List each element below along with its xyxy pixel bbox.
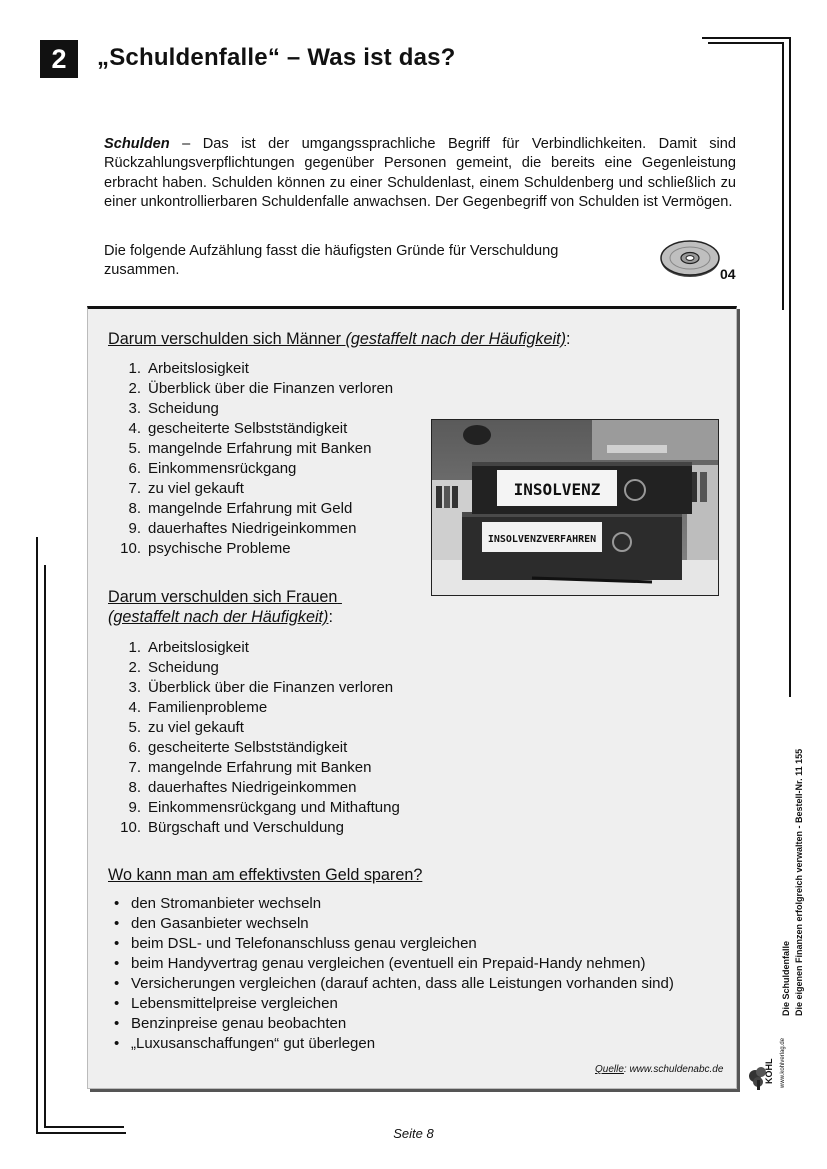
- list-item: [108, 778, 400, 798]
- men-heading-note: (gestaffelt nach der Häufigkeit): [345, 330, 566, 348]
- women-heading-colon: :: [328, 608, 333, 626]
- men-heading-text: Darum verschulden sich Männer: [108, 330, 342, 348]
- intro-definition: – Das ist der umgangssprachliche Begriff für Verbindlichkeiten. Damit sind Rückzahlungsverpflichtungen gegenüber Personen gemeint, die bereits eine Gegenleistung erbracht haben. Schulden können zu einer Schuldenlast, einem Schuldenberg und schließlich zu einer unkontrollierbaren Schuldenfalle anwachsen. Der Gegenbegriff von Schulden ist Vermögen.: [104, 136, 736, 210]
- cd-icon: [660, 238, 724, 280]
- list-item-number: 1.: [128, 639, 141, 656]
- insolvency-binders-photo: [431, 419, 719, 596]
- list-item: • beim DSL- und Telefonanschluss genau vergleichen: [114, 934, 714, 954]
- list-item-number: 10.: [120, 540, 141, 557]
- list-item-text: Einkommensrückgang: [148, 460, 297, 477]
- list-item-number: 10.: [120, 819, 141, 836]
- women-heading-text: Darum verschulden sich Frauen: [108, 588, 338, 606]
- list-item-number: 2.: [128, 659, 141, 676]
- list-item-number: 7.: [128, 759, 141, 776]
- chapter-number: 2: [40, 40, 78, 78]
- list-item-text: dauerhaftes Niedrigeinkommen: [148, 520, 357, 537]
- list-item-text: Familienprobleme: [148, 699, 268, 716]
- list-item-text: Einkommensrückgang und Mithaftung: [148, 799, 400, 816]
- saving-tips-list: [114, 894, 714, 1054]
- list-item-number: 4.: [128, 699, 141, 716]
- list-item: • „Luxusanschaffungen“ gut überlegen: [114, 1034, 714, 1054]
- list-item-text: Arbeitslosigkeit: [148, 360, 249, 377]
- list-item: [108, 798, 400, 818]
- cd-track-number: 04: [720, 266, 736, 282]
- intro-lead: Die folgende Aufzählung fasst die häufigsten Gründe für Verschuldung zusammen.: [104, 243, 559, 279]
- frame-top-right-v2: [782, 42, 784, 310]
- women-heading-note: (gestaffelt nach der Häufigkeit): [108, 608, 329, 626]
- list-item: [108, 459, 393, 479]
- list-item-number: 5.: [128, 440, 141, 457]
- list-item-text: mangelnde Erfahrung mit Banken: [148, 759, 372, 776]
- list-item: • beim Handyvertrag genau vergleichen (eventuell ein Prepaid-Handy nehmen): [114, 954, 714, 974]
- intro-term: Schulden: [104, 136, 170, 152]
- binder-label-bottom: INSOLVENZVERFAHREN: [487, 534, 597, 545]
- list-item: [108, 698, 400, 718]
- list-item-number: 8.: [128, 500, 141, 517]
- frame-top-right-h1: [702, 37, 790, 39]
- intro-paragraph: [104, 135, 736, 212]
- list-item-number: 3.: [128, 400, 141, 417]
- list-item-text: gescheiterte Selbstständigkeit: [148, 420, 348, 437]
- list-item-text: mangelnde Erfahrung mit Banken: [148, 440, 372, 457]
- list-item-number: 9.: [128, 520, 141, 537]
- list-item: [108, 479, 393, 499]
- list-item: [108, 658, 400, 678]
- list-item-number: 2.: [128, 380, 141, 397]
- women-heading: [108, 587, 342, 627]
- binder-label-top: INSOLVENZ: [513, 480, 601, 499]
- men-heading-colon: :: [565, 330, 571, 348]
- list-item-number: 8.: [128, 779, 141, 796]
- list-item-number: 5.: [128, 719, 141, 736]
- list-item-text: Scheidung: [148, 400, 219, 417]
- men-reasons-list: [108, 359, 393, 559]
- list-item: [108, 499, 393, 519]
- list-item-text: Bürgschaft und Verschuldung: [148, 819, 344, 836]
- list-item-number: 1.: [128, 360, 141, 377]
- list-item: [108, 439, 393, 459]
- source-note: [595, 1064, 723, 1075]
- frame-top-right-h2: [708, 42, 784, 44]
- list-item-text: Arbeitslosigkeit: [148, 639, 249, 656]
- list-item: [108, 738, 400, 758]
- saving-heading: Wo kann man am effektivsten Geld sparen?: [108, 866, 423, 884]
- list-item: [108, 818, 400, 838]
- list-item: [108, 399, 393, 419]
- list-item-text: Scheidung: [148, 659, 219, 676]
- source-label: Quelle: [595, 1064, 624, 1075]
- page-number: Seite 8: [393, 1126, 434, 1141]
- list-item: [108, 758, 400, 778]
- list-item-text: Überblick über die Finanzen verloren: [148, 380, 394, 397]
- women-reasons-list: [108, 638, 400, 838]
- list-item-number: 3.: [128, 679, 141, 696]
- list-item-number: 9.: [128, 799, 141, 816]
- men-heading: [108, 330, 570, 349]
- imprint-subtitle: Die eigenen Finanzen erfolgreich verwalten - Bestell-Nr. 11 155: [794, 748, 804, 1016]
- list-item-number: 6.: [128, 460, 141, 477]
- imprint-title: Die Schuldenfalle: [781, 940, 791, 1016]
- list-item-text: psychische Probleme: [148, 540, 291, 557]
- list-item-number: 7.: [128, 480, 141, 497]
- list-item: [108, 419, 393, 439]
- list-item-text: zu viel gekauft: [148, 480, 244, 497]
- page-title: „Schuldenfalle“ – Was ist das?: [97, 44, 456, 71]
- list-item: [108, 718, 400, 738]
- list-item-text: zu viel gekauft: [148, 719, 244, 736]
- frame-left-v2: [44, 565, 46, 1128]
- list-item: [108, 379, 393, 399]
- list-item: • Lebensmittelpreise vergleichen: [114, 994, 714, 1014]
- list-item: • den Stromanbieter wechseln: [114, 894, 714, 914]
- frame-left-v1: [36, 537, 38, 1134]
- publisher-website: www.kohlverlag.de: [780, 1037, 786, 1088]
- list-item: [108, 678, 400, 698]
- list-item-text: Überblick über die Finanzen verloren: [148, 679, 394, 696]
- frame-top-right-v1: [789, 37, 791, 697]
- source-url: : www.schuldenabc.de: [623, 1064, 724, 1075]
- list-item: [108, 638, 400, 658]
- list-item: • Versicherungen vergleichen (darauf achten, dass alle Leistungen vorhanden sind): [114, 974, 714, 994]
- list-item-number: 4.: [128, 420, 141, 437]
- list-item: • Benzinpreise genau beobachten: [114, 1014, 714, 1034]
- list-item: [108, 359, 393, 379]
- list-item: [108, 539, 393, 559]
- list-item-text: mangelnde Erfahrung mit Geld: [148, 500, 353, 517]
- list-item: • den Gasanbieter wechseln: [114, 914, 714, 934]
- list-item-text: dauerhaftes Niedrigeinkommen: [148, 779, 357, 796]
- list-item: [108, 519, 393, 539]
- list-item-text: gescheiterte Selbstständigkeit: [148, 739, 348, 756]
- list-item-number: 6.: [128, 739, 141, 756]
- publisher-name: KOHL: [764, 1058, 774, 1084]
